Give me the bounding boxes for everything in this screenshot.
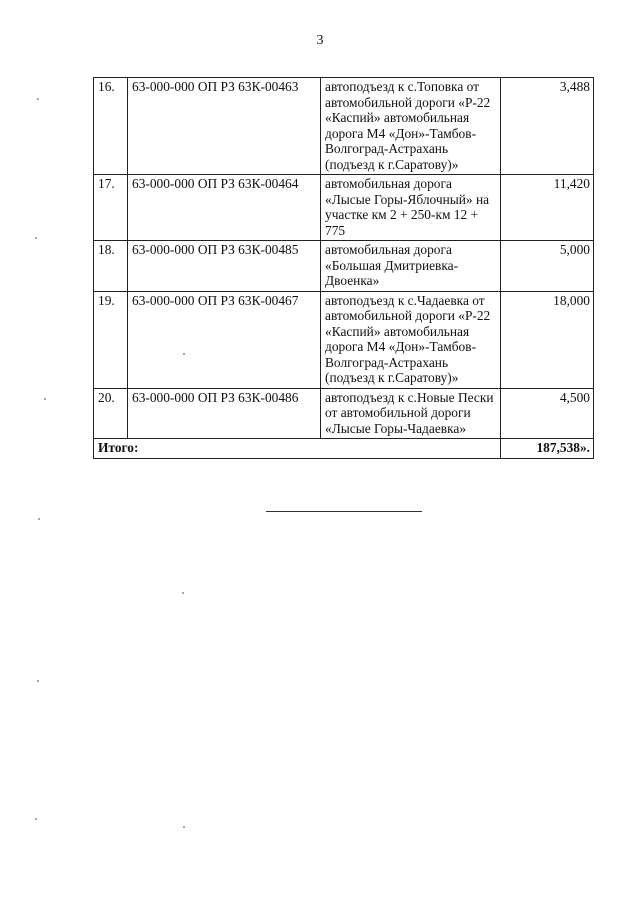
road-id: 63-000-000 ОП РЗ 63К-00485 (128, 241, 321, 292)
scan-speck (182, 592, 184, 594)
road-id: 63-000-000 ОП РЗ 63К-00467 (128, 291, 321, 388)
scan-speck (37, 98, 39, 100)
row-number: 16. (94, 78, 128, 175)
road-length: 18,000 (501, 291, 594, 388)
scan-speck (35, 237, 37, 239)
table-row (94, 241, 594, 292)
road-name: автоподъезд к с.Чадаевка от автомобильной дороги «Р-22 «Каспий» автомобильная дорога М4 «Дон»-Тамбов-Волгоград-Астрахань (подъезд к г.Саратову)» (321, 291, 501, 388)
closing-divider (266, 511, 422, 512)
road-id: 63-000-000 ОП РЗ 63К-00486 (128, 388, 321, 439)
road-length: 3,488 (501, 78, 594, 175)
scan-speck (37, 680, 39, 682)
row-number: 17. (94, 175, 128, 241)
total-label: Итого: (94, 439, 501, 459)
table-row (94, 78, 594, 175)
scan-speck (183, 353, 185, 355)
road-length: 11,420 (501, 175, 594, 241)
road-name: автоподъезд к с.Новые Пески от автомобильной дороги «Лысые Горы-Чадаевка» (321, 388, 501, 439)
row-number: 18. (94, 241, 128, 292)
row-number: 20. (94, 388, 128, 439)
table-row (94, 388, 594, 439)
scan-speck (35, 818, 37, 820)
total-value: 187,538». (501, 439, 594, 459)
scan-speck (38, 518, 40, 520)
total-row (94, 439, 594, 459)
roads-table (93, 77, 594, 459)
table-row (94, 291, 594, 388)
scan-speck (44, 398, 46, 400)
row-number: 19. (94, 291, 128, 388)
road-name: автомобильная дорога «Большая Дмитриевка-Двоенка» (321, 241, 501, 292)
table-row (94, 175, 594, 241)
road-length: 4,500 (501, 388, 594, 439)
page-number: 3 (316, 33, 324, 48)
road-length: 5,000 (501, 241, 594, 292)
scan-speck (183, 826, 185, 828)
road-name: автоподъезд к с.Топовка от автомобильной дороги «Р-22 «Каспий» автомобильная дорога М4 «Дон»-Тамбов-Волгоград-Астрахань (подъезд к г.Саратову)» (321, 78, 501, 175)
road-id: 63-000-000 ОП РЗ 63К-00464 (128, 175, 321, 241)
road-name: автомобильная дорога «Лысые Горы-Яблочный» на участке км 2 + 250-км 12 + 775 (321, 175, 501, 241)
road-id: 63-000-000 ОП РЗ 63К-00463 (128, 78, 321, 175)
